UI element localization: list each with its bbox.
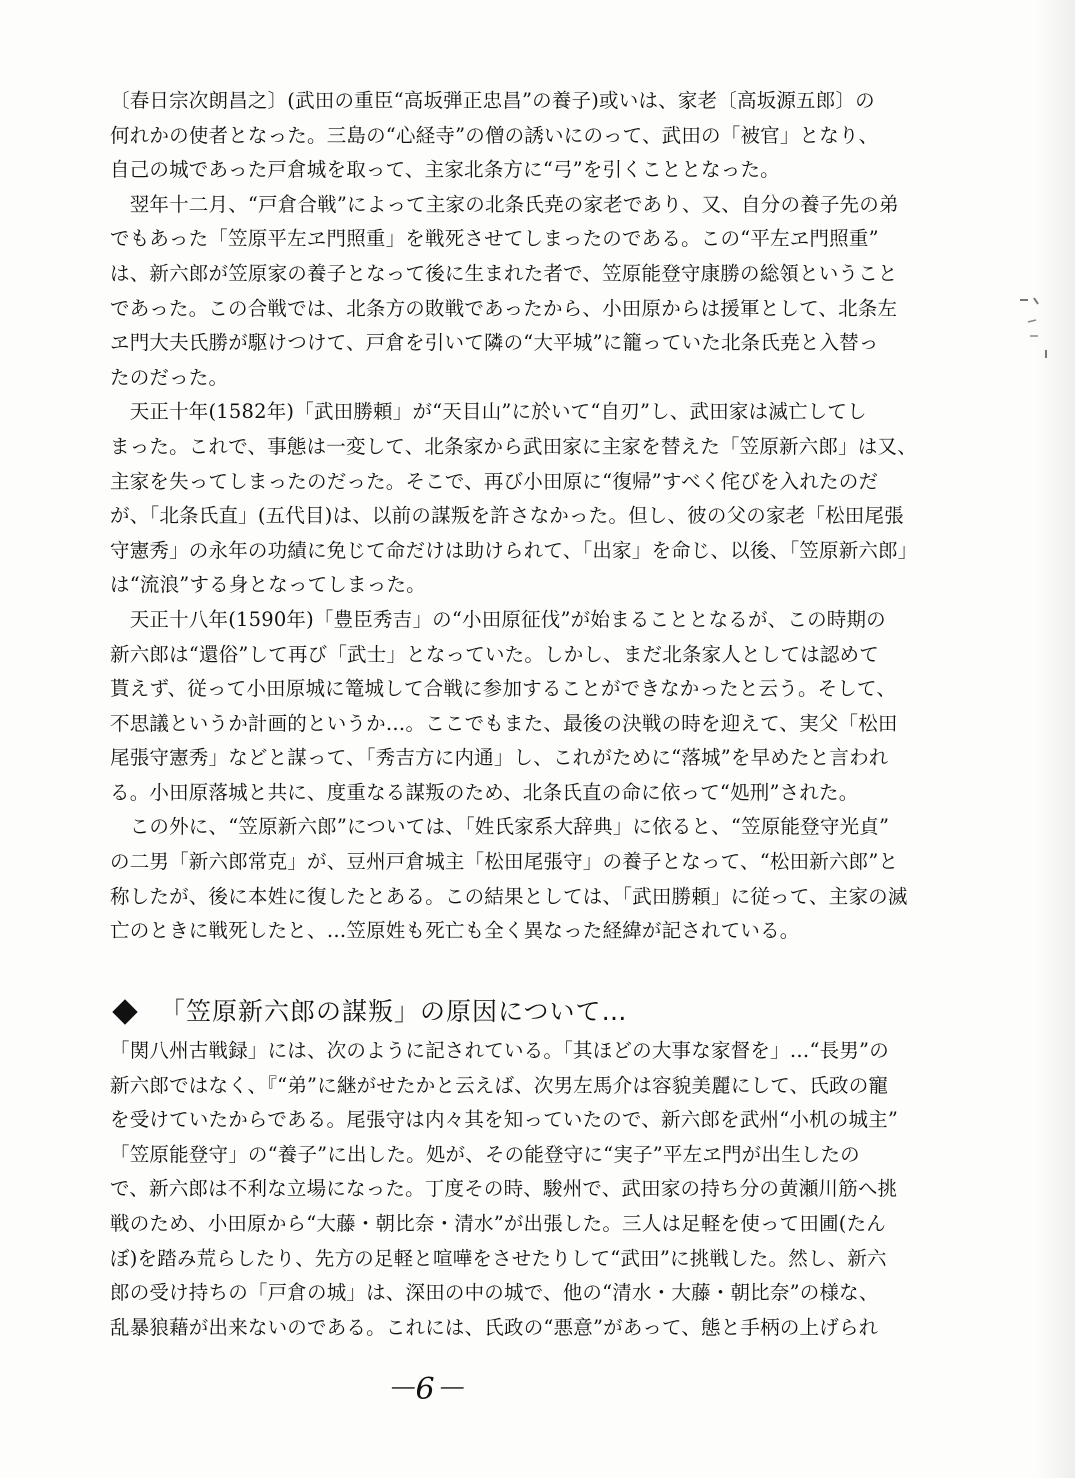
text-line: 乱暴狼藉が出来ないのである。これには、氏政の“悪意”があって、態と手柄の上げられ bbox=[110, 1315, 879, 1339]
text-line: たのだった。 bbox=[110, 365, 229, 389]
body-text-block-2 bbox=[110, 1034, 940, 1345]
body-text-block-1 bbox=[110, 84, 940, 949]
pencil-mark bbox=[1034, 298, 1038, 304]
text-line: 守憲秀」の永年の功績に免じて命だけは助けられて、「出家」を命じ、以後、「笠原新六郎」 bbox=[110, 538, 918, 562]
text-line: ヱ門大夫氏勝が駆けつけて、戸倉を引いて隣の“大平城”に籠っていた北条氏尭と入替っ bbox=[110, 331, 879, 355]
text-line: 主家を失ってしまったのだった。そこで、再び小田原に“復帰”すべく侘びを入れたのだ bbox=[110, 469, 879, 493]
text-line: 戦のため、小田原から“大藤・朝比奈・清水”が出張した。三人は足軽を使って田圃(たん bbox=[110, 1211, 886, 1235]
pencil-mark bbox=[1028, 320, 1036, 322]
text-line: 亡のときに戦死したと、…笠原姓も死亡も全く異なった経緯が記されている。 bbox=[110, 919, 800, 943]
text-line: が、「北条氏直」(五代目)は、以前の謀叛を許さなかった。但し、彼の父の家老「松田尾張 bbox=[110, 504, 904, 528]
text-line: は“流浪”する身となってしまった。 bbox=[110, 573, 426, 597]
text-line: 天正十八年(1590年)「豊臣秀吉」の“小田原征伐”が始まることとなるが、この時期の bbox=[110, 607, 886, 631]
text-line: 翌年十二月、“戸倉合戦”によって主家の北条氏尭の家老であり、又、自分の養子先の弟 bbox=[110, 192, 899, 216]
text-line: を受けていたからである。尾張守は内々其を知っていたので、新六郎を武州“小机の城主” bbox=[110, 1108, 899, 1132]
text-line: で、新六郎は不利な立場になった。丁度その時、駿州で、武田家の持ち分の黄瀬川筋へ挑 bbox=[110, 1177, 898, 1201]
section-heading-text: 「笠原新六郎の謀叛」の原因について… bbox=[160, 997, 628, 1026]
text-line: まった。これで、事態は一変して、北条家から武田家に主家を替えた「笠原新六郎」は又、 bbox=[110, 434, 917, 458]
text-line: 「関八州古戦録」には、次のように記されている。「其ほどの大事な家督を」…“長男”の bbox=[110, 1039, 889, 1062]
text-line: 「笠原能登守」の“養子”に出した。処が、その能登守に“実子”平左ヱ門が出生したの bbox=[110, 1142, 860, 1166]
text-line: であった。この合戦では、北条方の敗戦であったから、小田原からは援軍として、北条左 bbox=[110, 296, 898, 320]
text-line: る。小田原落城と共に、度重なる謀叛のため、北条氏直の命に依って“処刑”された。 bbox=[110, 780, 859, 804]
text-line: 天正十年(1582年)「武田勝頼」が“天目山”に於いて“自刃”し、武田家は滅亡してし bbox=[110, 400, 867, 424]
text-line: 何れかの使者となった。三島の“心経寺”の僧の誘いにのって、武田の「被官」となり、 bbox=[110, 123, 879, 147]
text-line: 〔春日宗次朗昌之〕(武田の重臣“高坂弾正忠昌”の養子)或いは、家老〔高坂源五郎〕の bbox=[110, 89, 875, 112]
margin-pencil-marks bbox=[1018, 296, 1058, 366]
text-line: 不思議というか計画的というか…。ここでもまた、最後の決戦の時を迎えて、実父「松田 bbox=[110, 711, 898, 735]
text-line: 尾張守憲秀」などと謀って、「秀吉方に内通」し、これがために“落城”を早めたと言われ bbox=[110, 746, 889, 770]
page-edge-shadow bbox=[1035, 0, 1075, 1478]
section-heading bbox=[110, 992, 940, 1032]
page-number: －6－ bbox=[385, 1372, 465, 1407]
text-line: は、新六郎が笠原家の養子となって後に生まれた者で、笠原能登守康勝の総領ということ bbox=[110, 261, 898, 285]
diamond-bullet-icon bbox=[112, 999, 137, 1024]
text-line: ぼ)を踏み荒らしたり、先方の足軽と喧嘩をさせたりして“武田”に挑戦した。然し、新六 bbox=[110, 1246, 887, 1270]
text-line: この外に、“笠原新六郎”については、「姓氏家系大辞典」に依ると、“笠原能登守光貞” bbox=[110, 815, 890, 839]
text-line: でもあった「笠原平左ヱ門照重」を戦死させてしまったのである。この“平左ヱ門照重” bbox=[110, 227, 879, 251]
text-line: の二男「新六郎常克」が、豆州戸倉城主「松田尾張守」の養子となって、“松田新六郎”と bbox=[110, 850, 899, 874]
text-line: 称したが、後に本姓に復したとある。この結果としては、「武田勝頼」に従って、主家の滅 bbox=[110, 884, 908, 908]
text-line: 郎の受け持ちの「戸倉の城」は、深田の中の城で、他の“清水・大藤・朝比奈”の様な、 bbox=[110, 1281, 879, 1305]
text-line: 新六郎は“還俗”して再び「武士」となっていた。しかし、まだ北条家人としては認めて bbox=[110, 642, 879, 666]
text-line: 貰えず、従って小田原城に篭城して合戦に参加することができなかったと云う。そして、 bbox=[110, 677, 897, 701]
text-line: 自己の城であった戸倉城を取って、主家北条方に“弓”を引くこととなった。 bbox=[110, 158, 780, 182]
text-line: 新六郎ではなく、『“弟”に継がせたかと云えば、次男左馬介は容貌美麗にして、氏政の寵 bbox=[110, 1073, 889, 1097]
